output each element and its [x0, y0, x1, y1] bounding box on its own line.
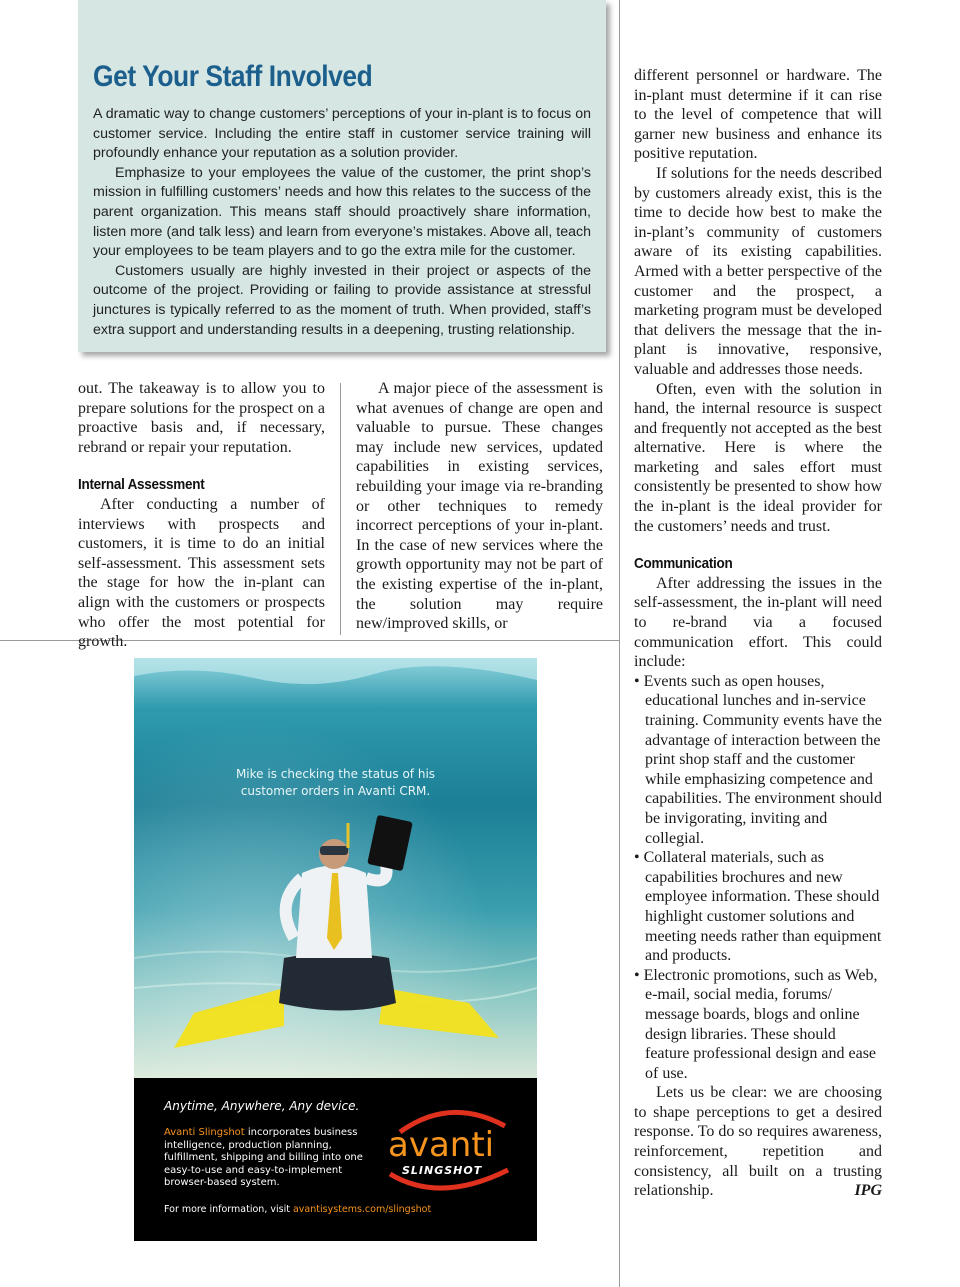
ad-caption-line: customer orders in Avanti CRM.: [240, 784, 431, 798]
ad-more-prefix: For more information, visit: [164, 1204, 293, 1215]
closing-text: Lets us be clear: we are choosing to shape perceptions to get a desired response. To do so requires awareness, reinforcement, repetition and consistency, all built on a trusting relationship.: [634, 1084, 882, 1200]
bullet-item: • Events such as open houses, educational lunches and in-service training. Community events have the advantage of interaction between the print shop staff and the customer while emphasizing competence and capabilities. The environment should be invigorating, inviting and collegial.: [634, 672, 882, 847]
ad-product-name: Avanti Slingshot: [164, 1127, 245, 1138]
body-paragraph: different personnel or hardware. The in-plant must determine if it can rise to the level of competence that will garner new business and enhance its positive reputation.: [634, 67, 882, 163]
section-heading: Communication: [634, 555, 733, 573]
bullet-item: • Electronic promotions, such as Web, e-mail, social media, forums/ message boards, blogs and online design libraries. These should feature professional design and ease of use.: [634, 966, 878, 1082]
body-paragraph: After addressing the issues in the self-assessment, the in-plant will need to re-brand via a focused communication effort. This could include:: [634, 574, 882, 671]
ad-description-text: incorporates business intelligence, production planning, fulfillment, shipping and billing into one easy-to-use and easy-to-implement browser-based system.: [164, 1127, 363, 1188]
sidebar-paragraph: Emphasize to your employees the value of the customer, the print shop’s mission in fulfilling customers’ needs and how this relates to the success of the parent organization. This means staff should proactively share information, listen more (and talk less) and learn from everyone’s mistakes. Above all, teach your employees to be team players and to go the extra mile for the customer.: [93, 164, 591, 260]
section-heading: Internal Assessment: [78, 476, 205, 494]
sidebar-box: [78, 0, 606, 352]
ad-url-link[interactable]: avantisystems.com/slingshot: [292, 1204, 432, 1215]
signature: IPG: [854, 1182, 882, 1200]
avanti-logo: [380, 1104, 520, 1194]
body-paragraph: If solutions for the needs described by customers already exist, this is the time to decide how best to make the in-plant’s community of customers aware of its existing capabilities. Armed with a better perspective of the customer and the prospect, a marketing program must be developed that delivers the message that the in-plant is innovative, responsive, valuable and addresses those needs.: [634, 164, 882, 378]
column-1: [78, 379, 325, 652]
sidebar-paragraph: Customers usually are highly invested in their project or aspects of the outcome of the project. Providing or failing to provide assistance at stressful junctures is typically referred to as the moment of truth. When provided, staff’s extra support and understanding results in a deepening, trusting relationship.: [93, 262, 591, 338]
column-2: [356, 379, 603, 634]
body-paragraph: out. The takeaway is to allow you to prepare solutions for the prospect on a proactive basis and, if necessary, rebrand or repair your reputation.: [78, 380, 325, 456]
body-paragraph: Often, even with the solution in hand, the internal resource is suspect and frequently not accepted as the best alternative. Here is where the marketing and sales effort must consistently be presented to show how the in-plant is the ideal provider for the customers’ needs and trust.: [634, 380, 882, 535]
column-3: [634, 66, 882, 1201]
sidebar-paragraph: A dramatic way to change customers’ perceptions of your in-plant is to focus on customer service. Including the entire staff in customer service training will profoundly enhance your reputation as a solution provider.: [93, 106, 591, 162]
underwater-photo: [134, 658, 537, 1078]
ad-tagline: Anytime, Anywhere, Any device.: [164, 1099, 360, 1113]
logo-sub: SLINGSHOT: [402, 1164, 483, 1177]
column-divider: [340, 383, 341, 635]
sidebar-title: Get Your Staff Involved: [93, 60, 373, 93]
body-paragraph: [634, 1083, 882, 1201]
body-paragraph: After conducting a number of interviews with prospects and customers, it is time to do an initial self-assessment. This assessment sets the stage for how the in-plant can align with the customers or prospects who offer the most potential for growth.: [78, 495, 325, 651]
ad-more-info: [164, 1204, 431, 1215]
column-divider: [619, 0, 620, 1287]
bullet-item: • Collateral materials, such as capabilities brochures and new employee information. These should highlight customer solutions and meeting needs rather than equipment and products.: [634, 849, 882, 965]
ad-description: [164, 1127, 369, 1190]
ad-caption-line: Mike is checking the status of his: [235, 767, 436, 781]
body-paragraph: A major piece of the assessment is what avenues of change are open and valuable to pursue. These changes may include new services, updated capabilities in existing services, rebuilding your image via re-branding or other techniques to remedy incorrect perceptions of your in-plant. In the case of new services where the growth opportunity may not be part of the existing expertise of the in-plant, the solution may require new/improved skills, or: [356, 380, 603, 633]
ad-caption: [134, 766, 537, 800]
advertisement: [134, 658, 537, 1241]
logo-word: avanti: [388, 1125, 495, 1165]
sidebar-body: [93, 105, 591, 340]
